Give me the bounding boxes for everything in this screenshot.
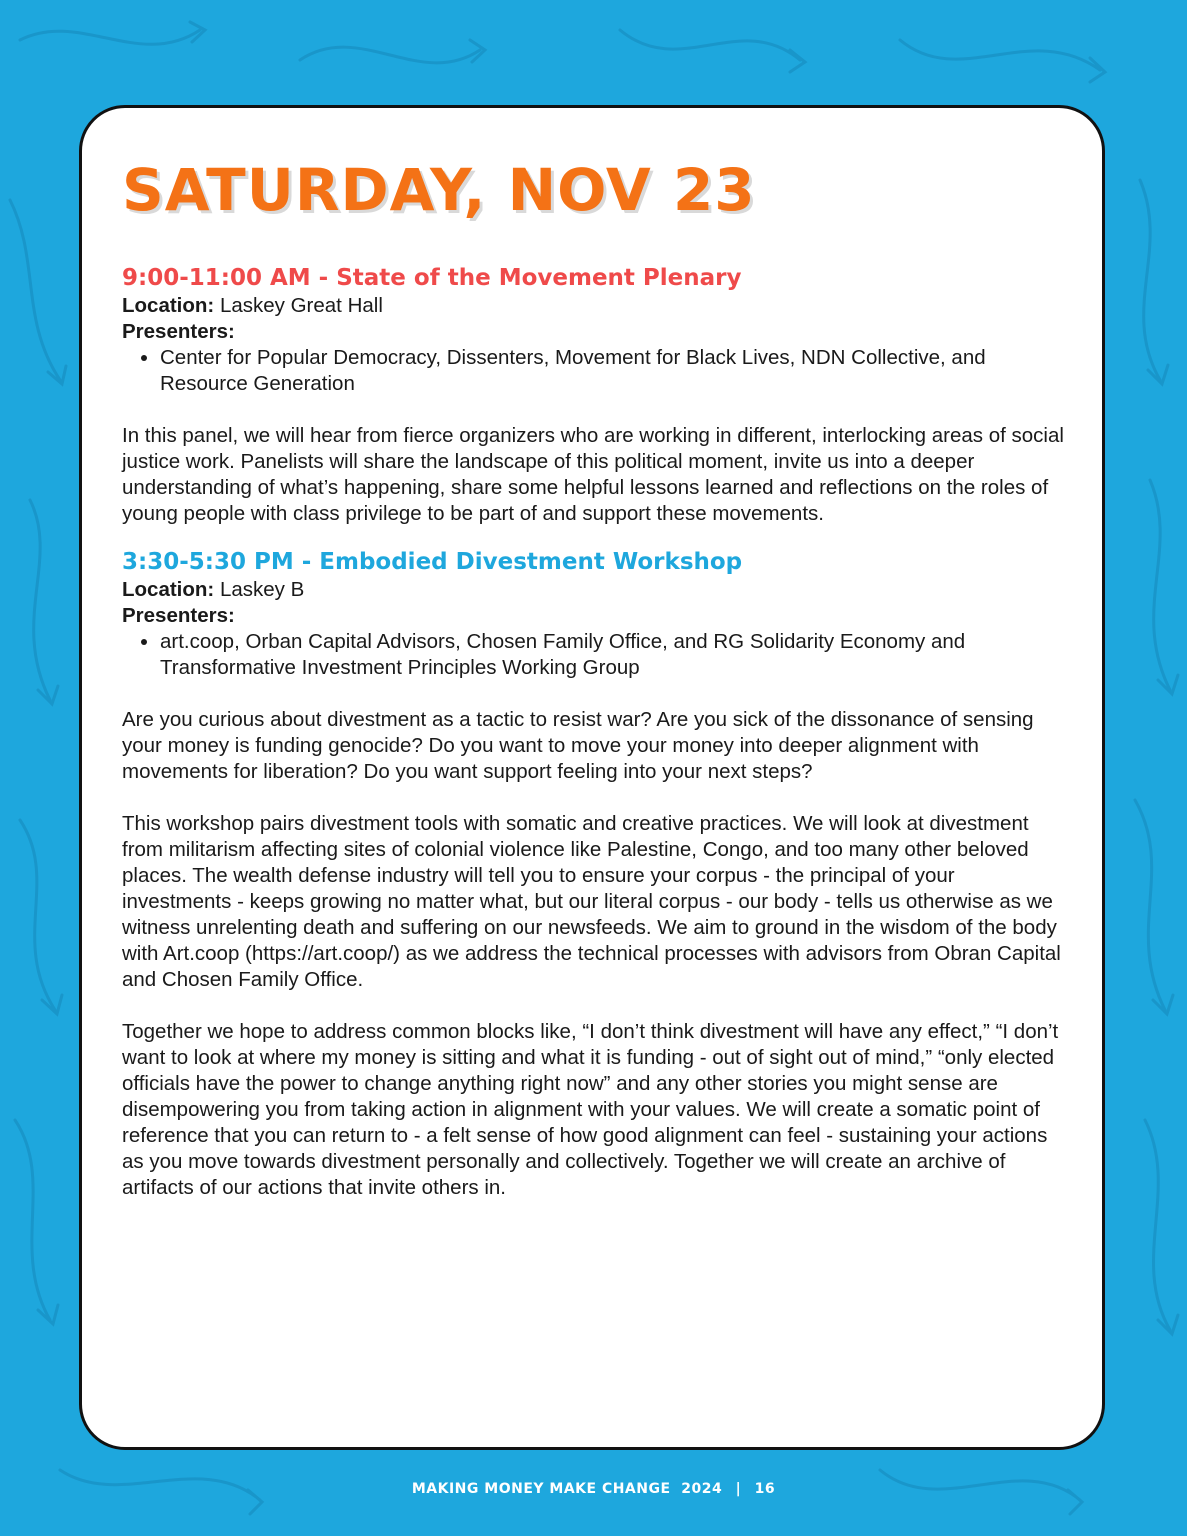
session-location [122,293,1067,319]
footer-separator: | [735,1481,742,1497]
session-divestment-workshop [122,547,1067,1201]
session-description: Together we hope to address common blocks like, “I don’t think divestment will have any effect,” “I don’t want to look at where my money is sitting and what it is funding - out of sight out of mind,” “only elected officials have the power to change anything right now” and any other stories you might sense are disempowering you from taking action in alignment with your values. We will create a somatic point of reference that you can return to - a felt sense of how good alignment can feel - sustaining your actions as you move towards divestment personally and collectively. Together we will create an archive of artifacts of our actions that invite others in. [122,1020,1059,1199]
session-title: 9:00-11:00 AM - State of the Movement Plenary [122,265,742,291]
page-content [122,150,1067,1221]
session-description: Are you curious about divestment as a tactic to resist war? Are you sick of the dissonance of sensing your money is funding genocide? Do you want to move your money into deeper alignment with movements for liberation? Do you want support feeling into your next steps? [122,708,1034,783]
location-label: Location: [122,294,215,317]
presenters-item: • Center for Popular Democracy, Dissenters, Movement for Black Lives, NDN Collective, and Resource Generation [160,345,1067,397]
session-description: This workshop pairs divestment tools with somatic and creative practices. We will look at divestment from militarism affecting sites of colonial violence like Palestine, Congo, and too many other beloved places. The wealth defense industry will tell you to ensure your corpus - the principal of your investments - keeps growing no matter what, but our literal corpus - our body - tells us otherwise as we witness unrelenting death and suffering on our newsfeeds. We aim to ground in the wisdom of the body with Art.coop (https://art.coop/) as we address the technical processes with advisors from Obran Capital and Chosen Family Office. [122,812,1061,991]
presenters-label: Presenters: [122,604,235,627]
session-title: 3:30-5:30 PM - Embodied Divestment Workshop [122,549,743,575]
footer-title: MAKING MONEY MAKE CHANGE 2024 [411,1481,723,1497]
page-number: 16 [754,1481,776,1497]
session-description: In this panel, we will hear from fierce organizers who are working in different, interlocking areas of social justice work. Panelists will share the landscape of this political moment, invite us into a deeper understanding of what’s happening, share some helpful lessons learned and reflections on the roles of young people with class privilege to be part of and support these movements. [122,424,1064,525]
presenters-list [122,345,1067,397]
day-title: SATURDAY, NOV 23 [122,156,756,224]
presenters-label: Presenters: [122,320,235,343]
location-label: Location: [122,578,215,601]
page-footer [0,1481,1187,1497]
presenters-list [122,629,1067,681]
location-value: Laskey B [219,578,305,601]
session-location [122,577,1067,603]
presenters-item: • art.coop, Orban Capital Advisors, Chosen Family Office, and RG Solidarity Economy and Transformative Investment Principles Working Group [160,629,1067,681]
location-value: Laskey Great Hall [219,294,383,317]
session-plenary [122,263,1067,527]
